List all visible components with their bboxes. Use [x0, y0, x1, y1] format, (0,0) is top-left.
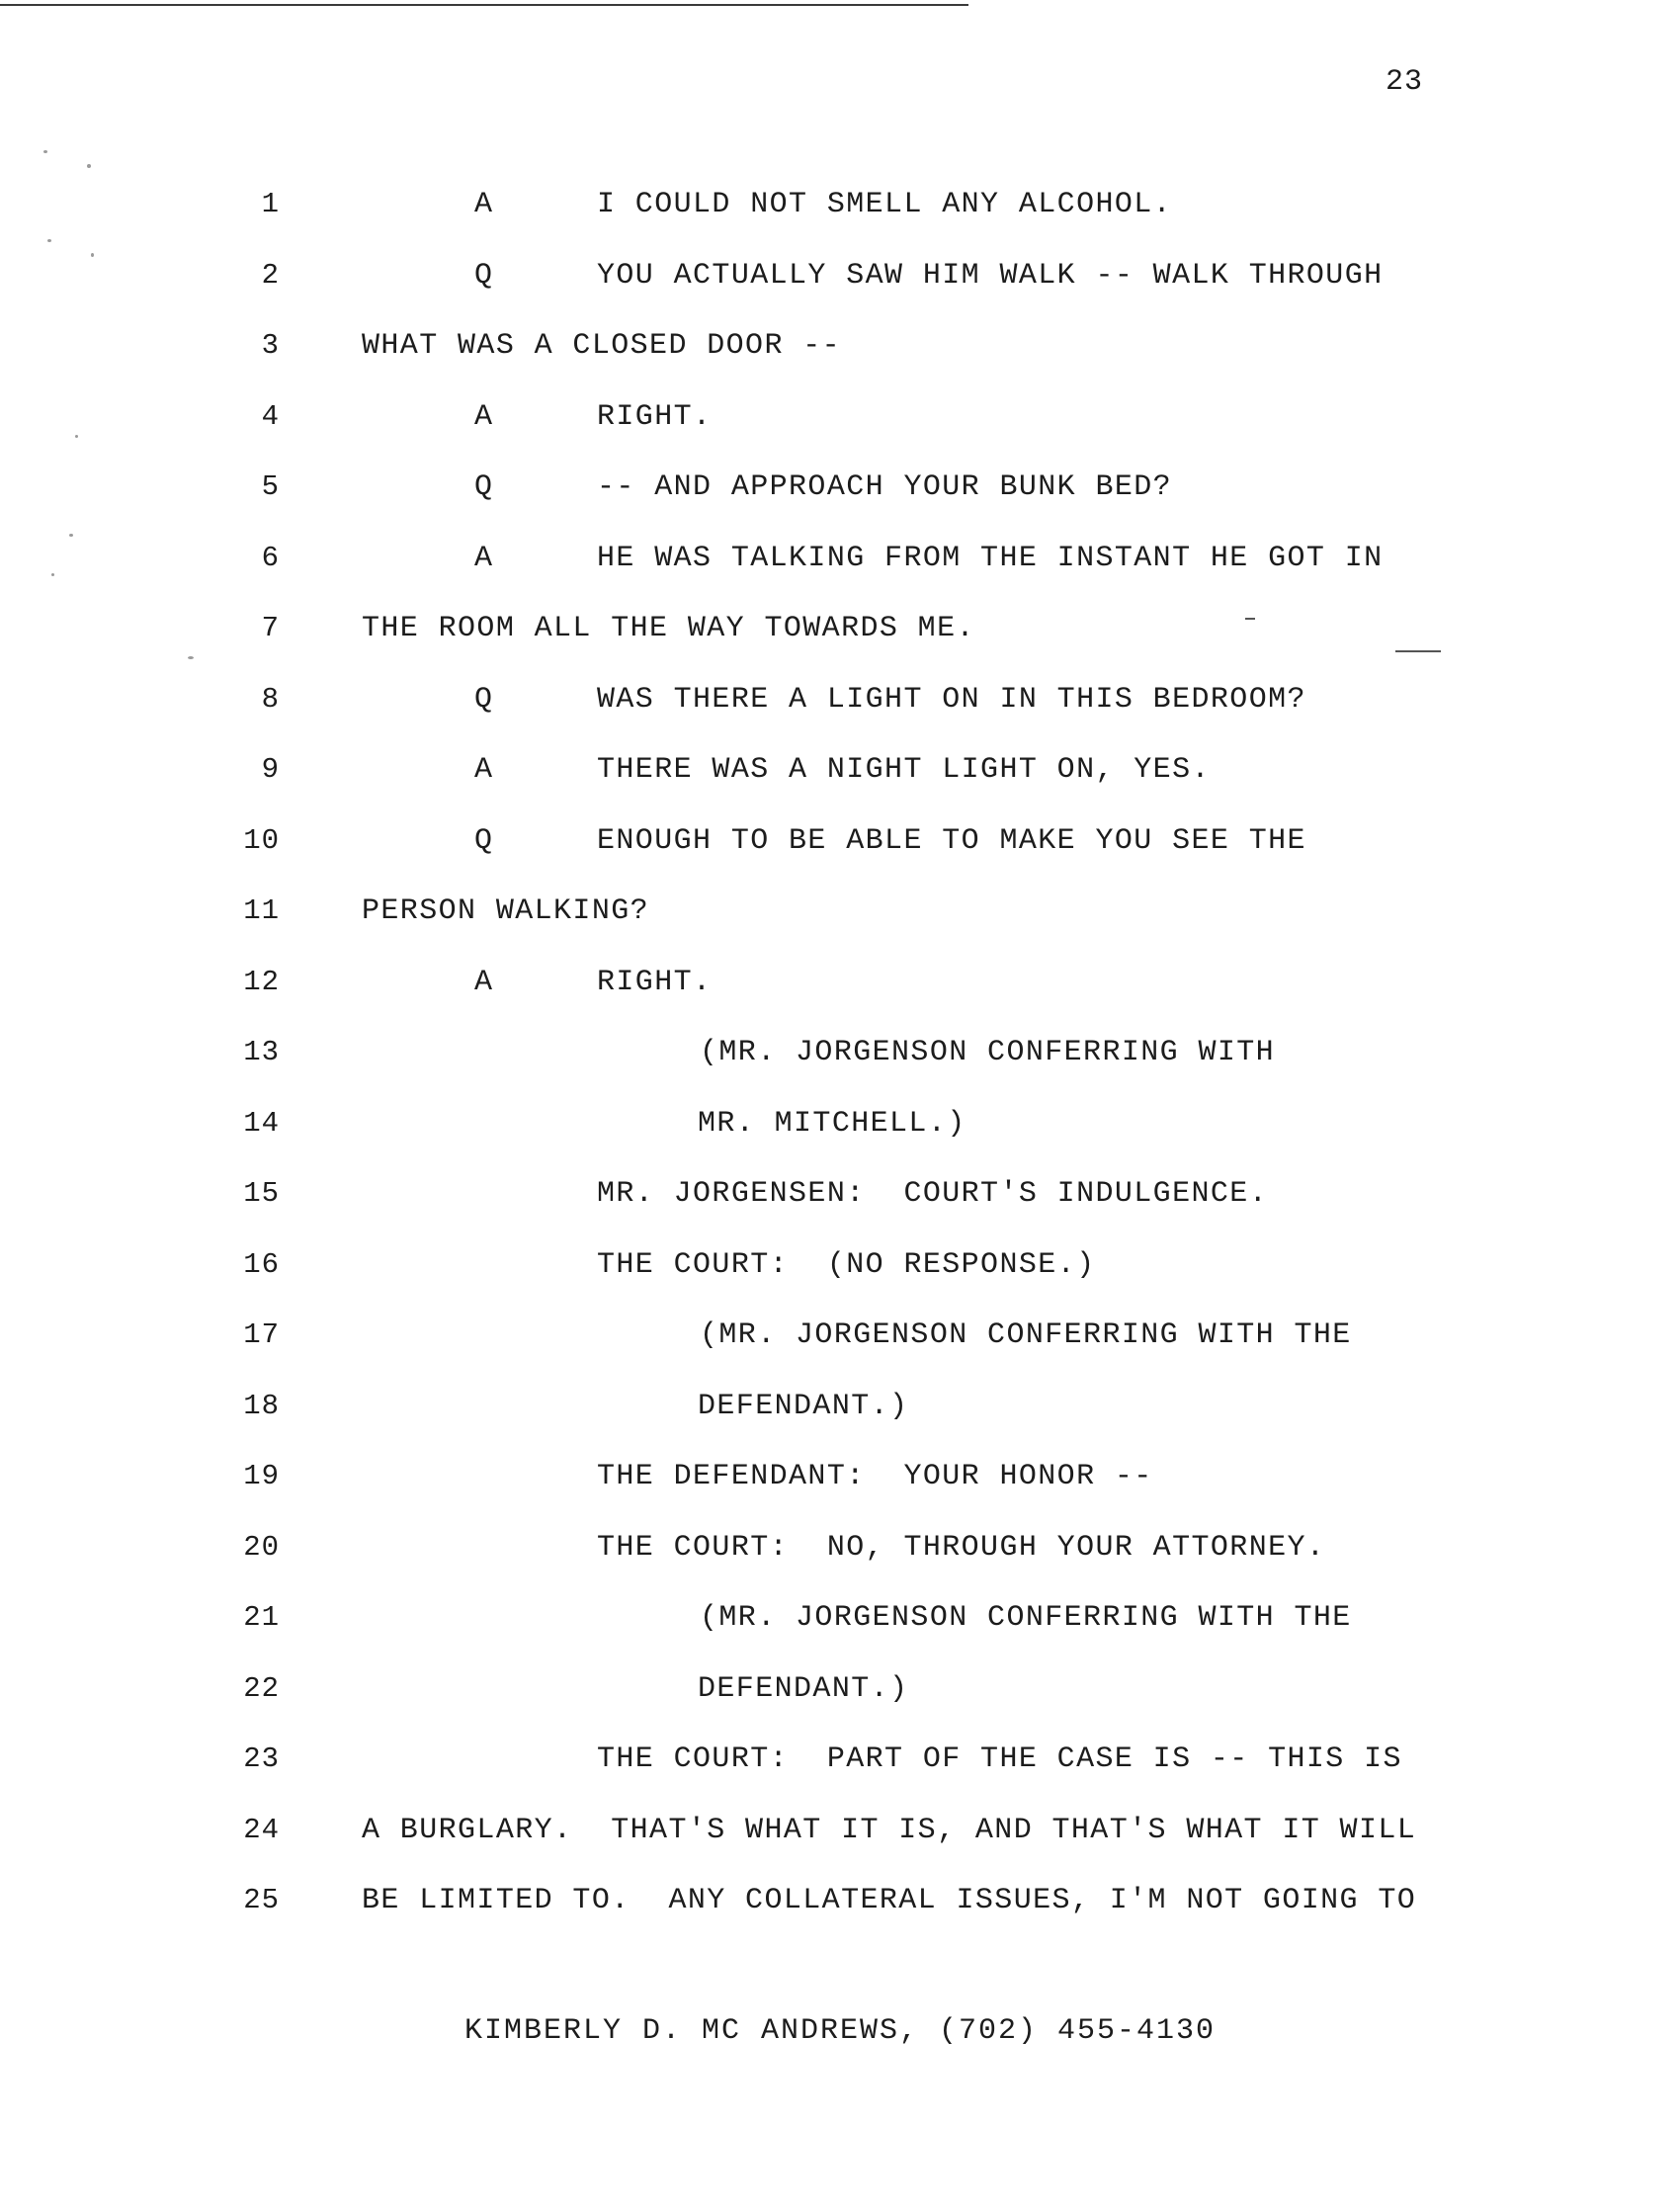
- transcript-line: [0, 329, 1680, 379]
- line-number: 17: [243, 1318, 280, 1351]
- transcript-line: [0, 1601, 1680, 1651]
- qa-speaker-label: Q: [474, 682, 493, 717]
- line-text: WHAT WAS A CLOSED DOOR --: [362, 329, 842, 363]
- line-text: (MR. JORGENSON CONFERRING WITH: [700, 1036, 1276, 1069]
- line-number: 3: [261, 329, 280, 362]
- qa-speaker-label: A: [474, 399, 493, 434]
- scan-speck: [91, 253, 94, 257]
- transcript-line: [0, 1884, 1680, 1933]
- transcript-line: [0, 753, 1680, 803]
- line-text: THE COURT: PART OF THE CASE IS -- THIS IS: [597, 1742, 1402, 1776]
- line-number: 14: [243, 1106, 280, 1140]
- line-text: PERSON WALKING?: [362, 894, 650, 928]
- transcript-line: [0, 1107, 1680, 1156]
- line-text: RIGHT.: [597, 399, 713, 434]
- line-text: THE ROOM ALL THE WAY TOWARDS ME.: [362, 612, 975, 645]
- line-number: 24: [243, 1813, 280, 1846]
- transcript-line: [0, 1318, 1680, 1368]
- line-text: THE DEFENDANT: YOUR HONOR --: [597, 1460, 1153, 1493]
- line-number: 5: [261, 470, 280, 503]
- line-number: 13: [243, 1036, 280, 1068]
- qa-speaker-label: A: [474, 188, 493, 221]
- line-text: HE WAS TALKING FROM THE INSTANT HE GOT IN: [597, 541, 1384, 575]
- line-text: DEFENDANT.): [698, 1671, 909, 1706]
- transcript-line: [0, 1177, 1680, 1227]
- transcript-line: [0, 1531, 1680, 1580]
- line-text: THE COURT: NO, THROUGH YOUR ATTORNEY.: [597, 1530, 1326, 1565]
- transcript-line: [0, 894, 1680, 944]
- line-text: RIGHT.: [597, 965, 713, 999]
- line-number: 19: [243, 1460, 280, 1492]
- stray-mark: [1245, 618, 1255, 620]
- line-text: MR. MITCHELL.): [698, 1106, 966, 1141]
- transcript-line: [0, 1390, 1680, 1439]
- line-number: 23: [243, 1742, 280, 1775]
- scan-speck: [47, 239, 51, 242]
- transcript-line: [0, 259, 1680, 308]
- scan-speck: [75, 435, 78, 438]
- line-number: 12: [243, 965, 280, 998]
- line-text: A BURGLARY. THAT'S WHAT IT IS, AND THAT'S WHAT IT WILL: [362, 1813, 1417, 1847]
- line-text: ENOUGH TO BE ABLE TO MAKE YOU SEE THE: [597, 823, 1306, 858]
- line-number: 4: [261, 399, 280, 433]
- line-text: BE LIMITED TO. ANY COLLATERAL ISSUES, I'M NOT GOING TO: [362, 1884, 1417, 1917]
- line-number: 6: [261, 541, 280, 574]
- transcript-line: [0, 1672, 1680, 1722]
- line-number: 2: [261, 258, 280, 292]
- line-text: -- AND APPROACH YOUR BUNK BED?: [597, 470, 1173, 504]
- scan-speck: [43, 150, 47, 153]
- line-text: (MR. JORGENSON CONFERRING WITH THE: [700, 1318, 1352, 1352]
- transcript-line: [0, 1460, 1680, 1509]
- qa-speaker-label: Q: [474, 258, 493, 293]
- line-text: THE COURT: (NO RESPONSE.): [597, 1247, 1096, 1282]
- qa-speaker-label: Q: [474, 823, 493, 858]
- line-number: 15: [243, 1177, 280, 1210]
- line-number: 22: [243, 1671, 280, 1705]
- reporter-footer: KIMBERLY D. MC ANDREWS, (702) 455-4130: [463, 2014, 1217, 2048]
- line-number: 11: [243, 894, 280, 927]
- line-number: 9: [261, 753, 280, 786]
- stray-mark: [1395, 650, 1441, 652]
- line-text: (MR. JORGENSON CONFERRING WITH THE: [700, 1601, 1352, 1635]
- line-text: MR. JORGENSEN: COURT'S INDULGENCE.: [597, 1177, 1269, 1211]
- scan-speck: [69, 534, 73, 537]
- line-number: 20: [243, 1530, 280, 1564]
- line-number: 1: [261, 188, 280, 220]
- line-text: YOU ACTUALLY SAW HIM WALK -- WALK THROUGH: [597, 258, 1384, 293]
- transcript-line: [0, 542, 1680, 591]
- transcript-line: [0, 824, 1680, 874]
- line-number: 16: [243, 1247, 280, 1281]
- line-text: THERE WAS A NIGHT LIGHT ON, YES.: [597, 753, 1211, 787]
- scan-speck: [188, 656, 194, 659]
- transcript-line: [0, 612, 1680, 661]
- transcript-line: [0, 470, 1680, 520]
- transcript-line: [0, 1814, 1680, 1863]
- qa-speaker-label: A: [474, 753, 493, 787]
- qa-speaker-label: Q: [474, 470, 493, 504]
- line-number: 18: [243, 1389, 280, 1422]
- transcript-line: [0, 966, 1680, 1015]
- transcript-line: [0, 1036, 1680, 1085]
- line-number: 7: [261, 612, 280, 644]
- line-number: 10: [243, 823, 280, 857]
- transcript-line: [0, 400, 1680, 450]
- qa-speaker-label: A: [474, 541, 493, 575]
- line-text: DEFENDANT.): [698, 1389, 909, 1423]
- transcript-line: [0, 1742, 1680, 1792]
- scan-speck: [87, 164, 91, 168]
- transcript-line: [0, 1248, 1680, 1298]
- page-number: 23: [1386, 65, 1424, 99]
- line-number: 21: [243, 1601, 280, 1634]
- line-text: I COULD NOT SMELL ANY ALCOHOL.: [597, 188, 1173, 221]
- scan-speck: [51, 573, 54, 576]
- transcript-line: [0, 188, 1680, 237]
- transcript-line: [0, 683, 1680, 732]
- line-number: 25: [243, 1884, 280, 1916]
- line-number: 8: [261, 682, 280, 716]
- line-text: WAS THERE A LIGHT ON IN THIS BEDROOM?: [597, 682, 1306, 717]
- qa-speaker-label: A: [474, 965, 493, 999]
